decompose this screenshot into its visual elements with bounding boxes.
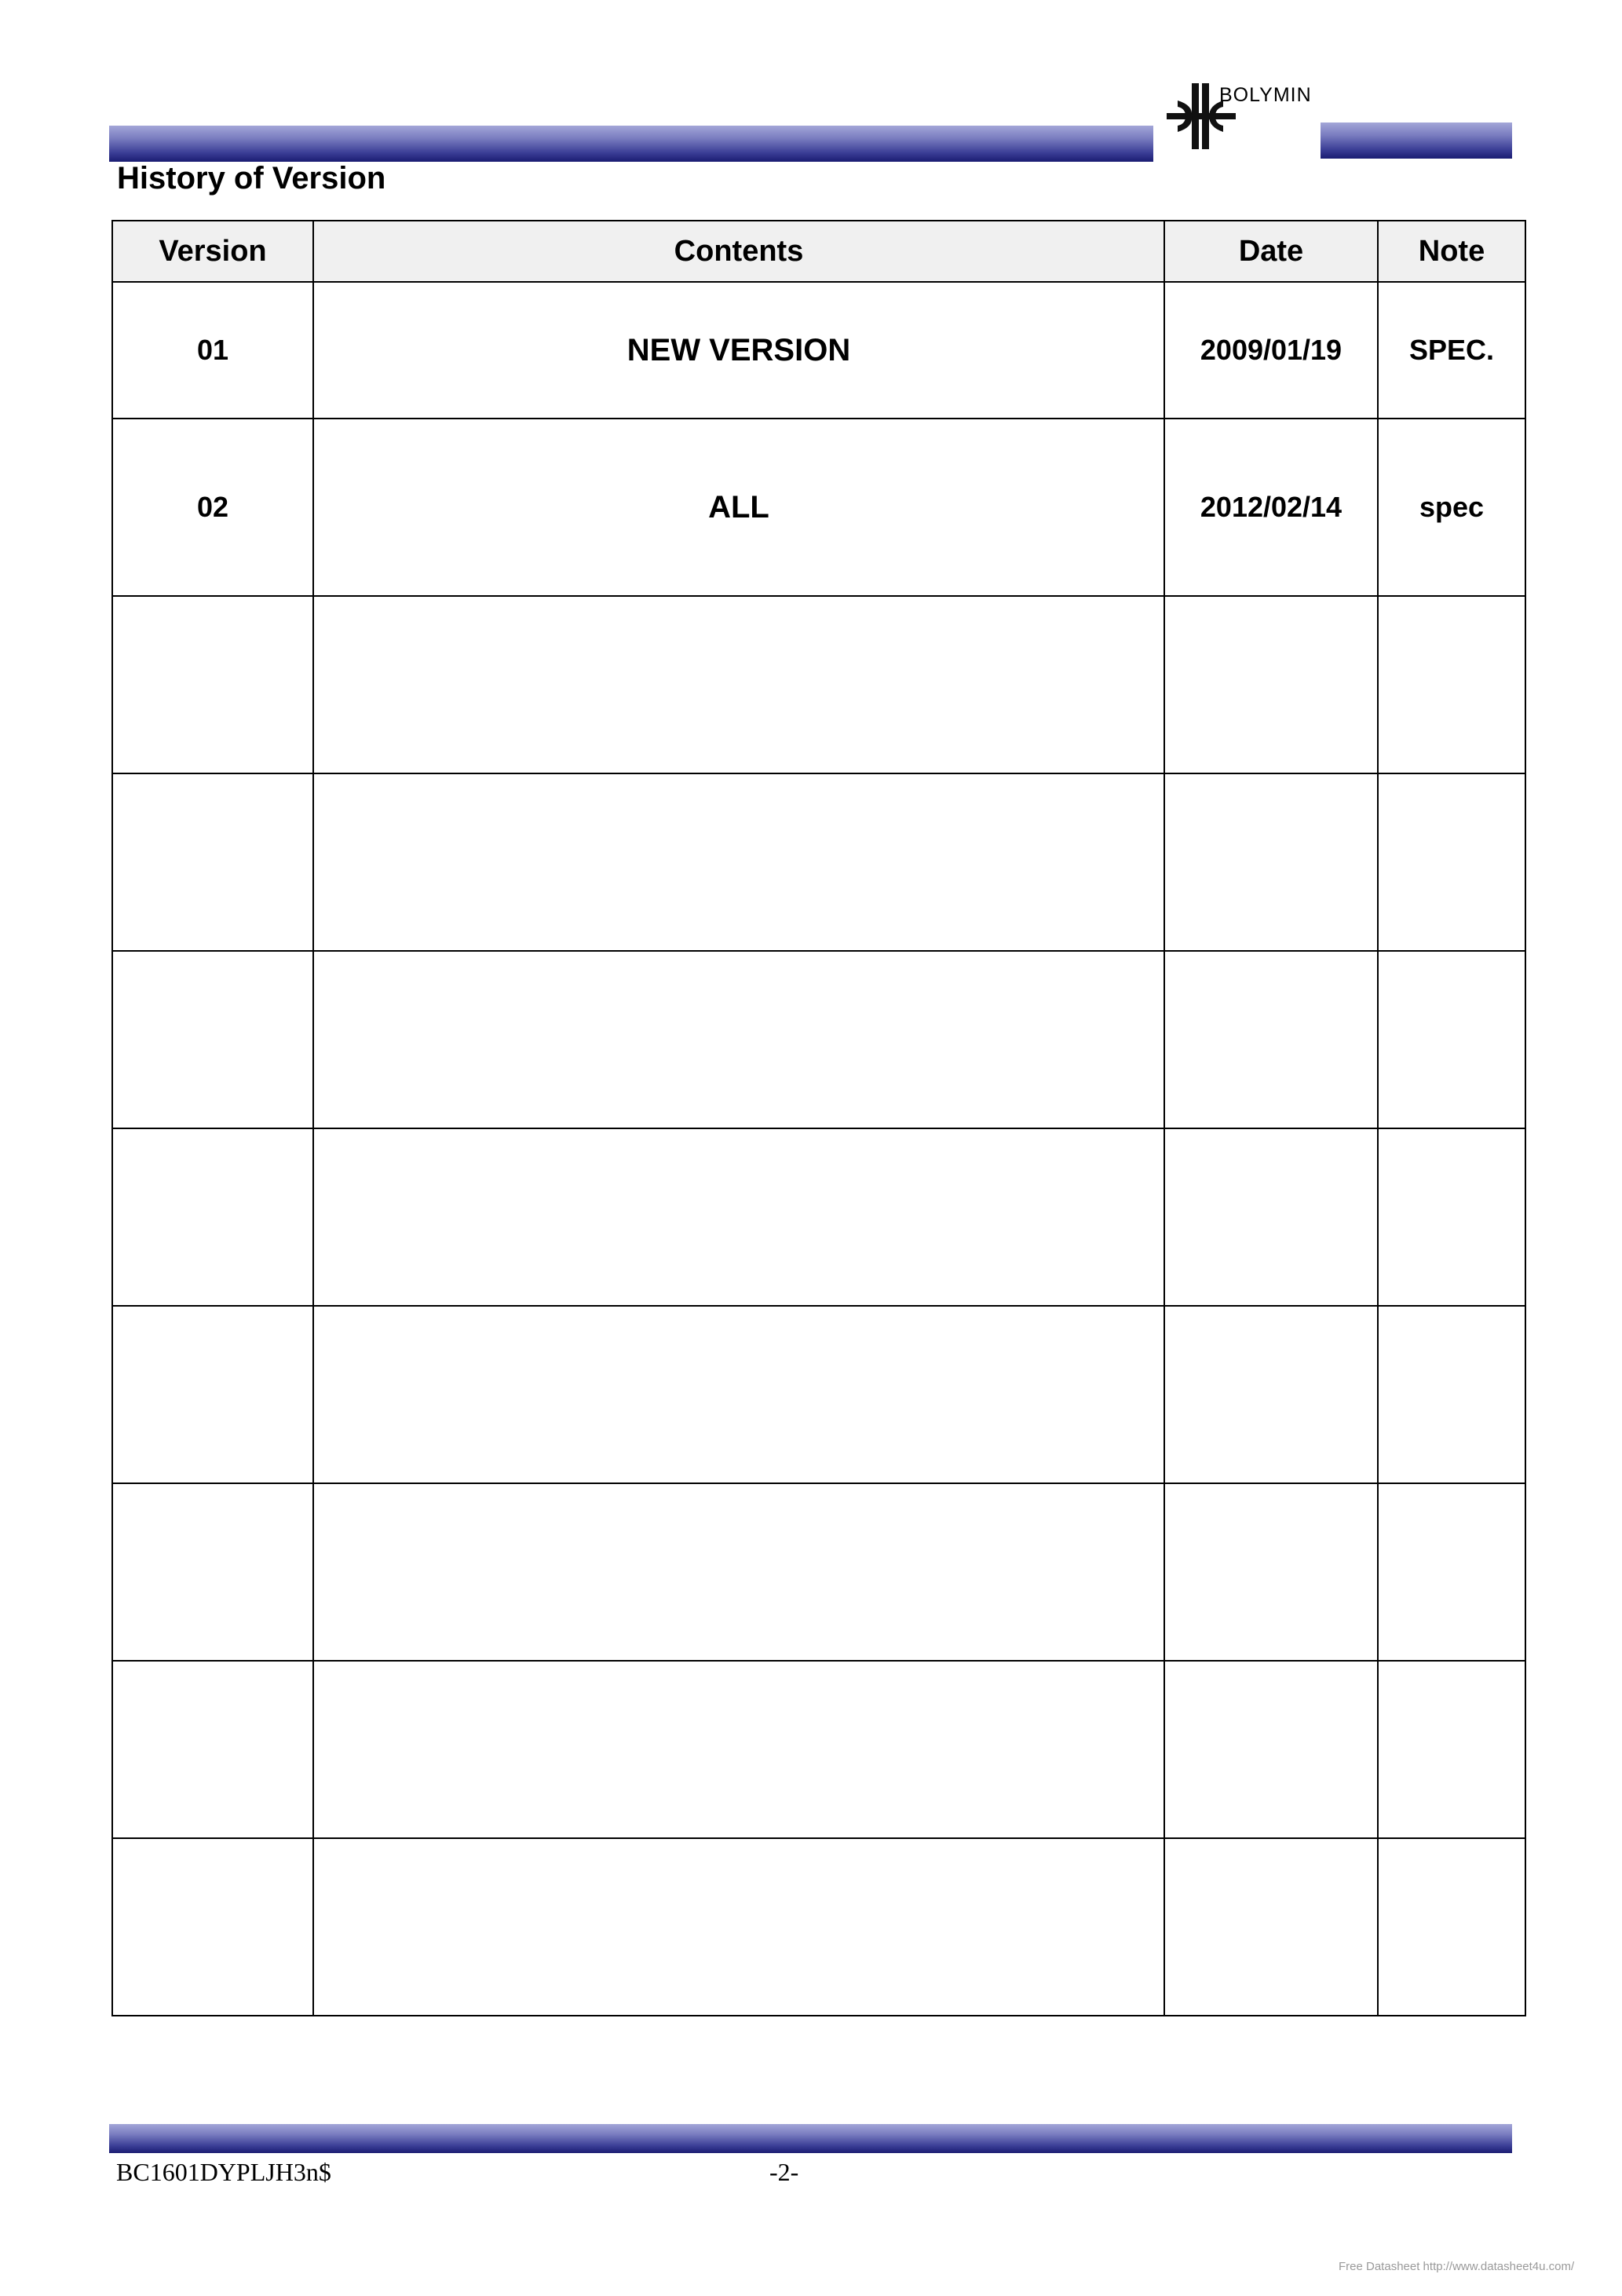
- table-row: [112, 1483, 1525, 1661]
- cell-version: [112, 1661, 313, 1838]
- cell-note: [1378, 596, 1525, 773]
- document-code: BC1601DYPLJH3n$: [116, 2158, 331, 2186]
- cell-version: 01: [112, 282, 313, 419]
- table-row: [112, 951, 1525, 1128]
- table-row: [112, 596, 1525, 773]
- cell-contents: [313, 773, 1164, 951]
- watermark-text: Free Datasheet http://www.datasheet4u.com/: [1339, 2260, 1575, 2273]
- table-row: [112, 419, 1525, 596]
- cell-contents: ALL: [313, 419, 1164, 596]
- cell-version: [112, 1838, 313, 2016]
- cell-note: SPEC.: [1378, 282, 1525, 419]
- header-band-right: [1321, 122, 1512, 159]
- cell-contents: [313, 951, 1164, 1128]
- cell-version: [112, 1128, 313, 1306]
- table-row: [112, 1661, 1525, 1838]
- cell-version: [112, 1483, 313, 1661]
- cell-date: [1164, 773, 1378, 951]
- page-number: -2-: [769, 2158, 799, 2186]
- cell-note: [1378, 1661, 1525, 1838]
- header-band-left: [109, 126, 1153, 162]
- cell-note: [1378, 1128, 1525, 1306]
- column-header-date: Date: [1164, 221, 1378, 282]
- cell-contents: [313, 1128, 1164, 1306]
- table-row: [112, 1128, 1525, 1306]
- footer-band: [109, 2124, 1512, 2153]
- cell-contents: [313, 1483, 1164, 1661]
- document-title: History of Version: [117, 161, 386, 196]
- column-header-version: Version: [112, 221, 313, 282]
- cell-date: [1164, 1128, 1378, 1306]
- cell-date: [1164, 951, 1378, 1128]
- cell-date: [1164, 1483, 1378, 1661]
- table-row: [112, 282, 1525, 419]
- cell-date: 2009/01/19: [1164, 282, 1378, 419]
- cell-date: [1164, 596, 1378, 773]
- table-row: [112, 1838, 1525, 2016]
- cell-note: [1378, 773, 1525, 951]
- table-header-row: [112, 221, 1525, 282]
- cell-date: [1164, 1306, 1378, 1483]
- cell-note: [1378, 951, 1525, 1128]
- cell-contents: [313, 1306, 1164, 1483]
- cell-version: [112, 596, 313, 773]
- cell-note: spec: [1378, 419, 1525, 596]
- cell-version: [112, 1306, 313, 1483]
- cell-contents: NEW VERSION: [313, 282, 1164, 419]
- brand-name: BOLYMIN: [1219, 84, 1312, 106]
- cell-version: [112, 773, 313, 951]
- column-header-note: Note: [1378, 221, 1525, 282]
- cell-note: [1378, 1483, 1525, 1661]
- cell-note: [1378, 1306, 1525, 1483]
- cell-version: [112, 951, 313, 1128]
- cell-contents: [313, 596, 1164, 773]
- cell-note: [1378, 1838, 1525, 2016]
- cell-date: [1164, 1661, 1378, 1838]
- table-row: [112, 773, 1525, 951]
- cell-version: 02: [112, 419, 313, 596]
- cell-contents: [313, 1661, 1164, 1838]
- version-history-table: [111, 220, 1526, 2016]
- table-row: [112, 1306, 1525, 1483]
- cell-date: [1164, 1838, 1378, 2016]
- cell-date: 2012/02/14: [1164, 419, 1378, 596]
- cell-contents: [313, 1838, 1164, 2016]
- column-header-contents: Contents: [313, 221, 1164, 282]
